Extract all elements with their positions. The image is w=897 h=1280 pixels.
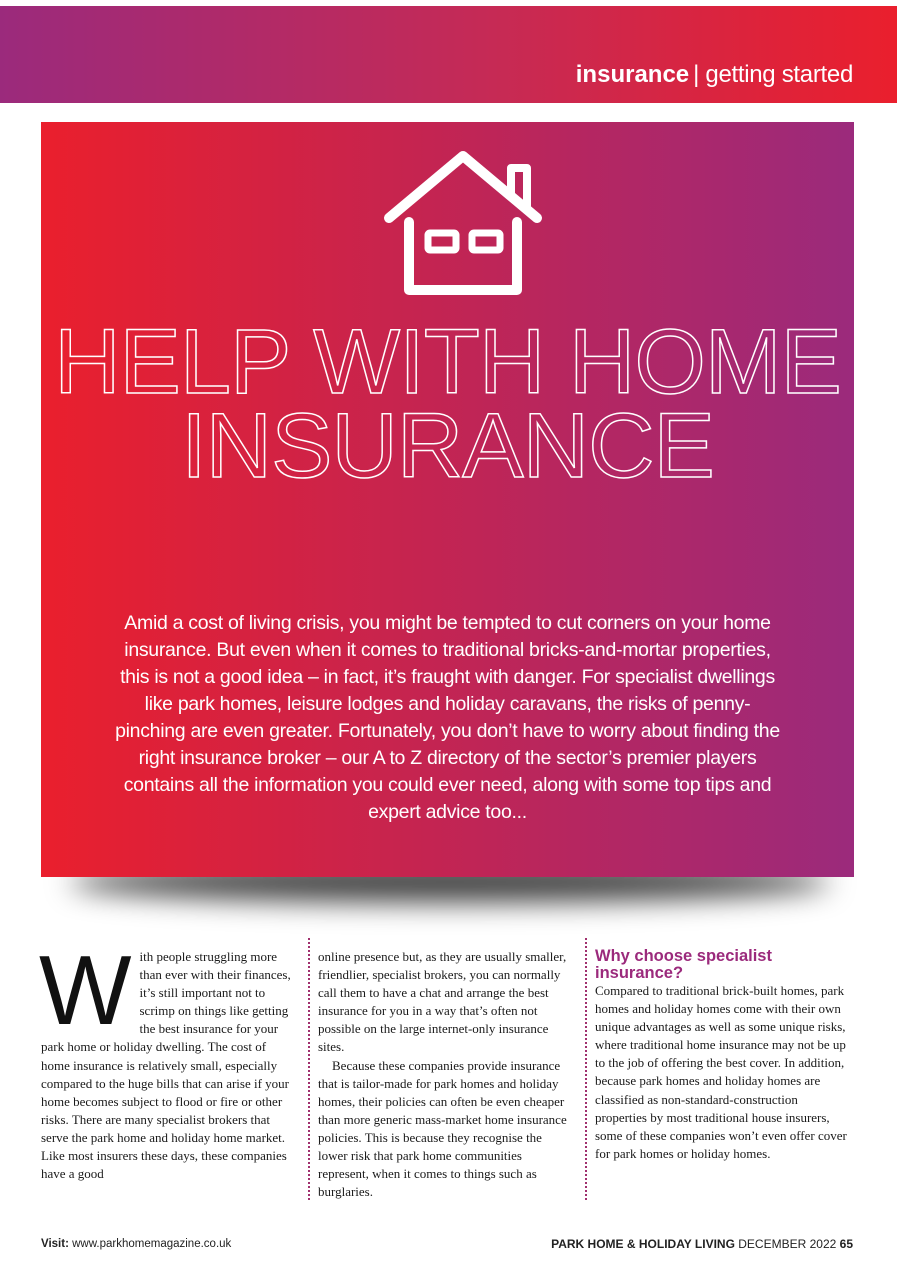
section-heading: Why choose specialist insurance? (595, 947, 772, 982)
article-column-3 (595, 948, 853, 1163)
article-column-1 (39, 935, 297, 1183)
issue-date: DECEMBER 2022 (738, 1237, 837, 1251)
visit-label: Visit: (41, 1238, 69, 1250)
article-paragraph-3: Compared to traditional brick-built homes, park homes and holiday homes come with their own unique advantages as well as some unique risks, where traditional home insurance may not be up to the job of offering the best cover. In addition, because park homes and holiday homes are classified as non-standard-construction properties by most traditional house insurers, some of these companies won’t even offer cover for park homes or holiday homes. (595, 983, 847, 1161)
article-paragraph-2: Because these companies provide insurance that is tailor-made for park homes and holiday homes, their policies can often be even cheaper than more generic mass-market home insurance policies. This is because they recognise the lower risk that park home communities represent, when it comes to things such as burglaries. (318, 1057, 567, 1200)
header-bar (0, 6, 897, 103)
article-paragraph-1-continued: online presence but, as they are usually smaller, friendlier, specialist brokers, you can normally call them to have a chat and arrange the best insurance for you in a way that’s often not possible on the large internet-only insurance sites. (318, 949, 567, 1055)
footer-folio (551, 1237, 853, 1251)
footer-visit (41, 1238, 231, 1250)
column-divider (308, 938, 310, 1200)
section-name: insurance (575, 61, 690, 88)
subsection-name: getting started (705, 61, 853, 88)
hero-panel (41, 122, 854, 877)
magazine-name: PARK HOME & HOLIDAY LIVING (551, 1237, 735, 1251)
page-number: 65 (839, 1237, 853, 1251)
drop-cap: W (39, 935, 132, 1045)
section-tag (576, 60, 853, 90)
website-link[interactable]: www.parkhomemagazine.co.uk (72, 1238, 232, 1250)
house-icon (381, 150, 546, 300)
article-paragraph-1: ith people struggling more than ever with their finances, it’s still important not to scrimp on things like getting the best insurance for your park home or holiday dwelling. The cost of home insurance is relatively small, especially compared to the huge bills that can arise if your home becomes subject to flood or fire or other risks. There are many specialist brokers that serve the park home and holiday home market. Like most insurers these days, these companies have a good (41, 949, 291, 1182)
intro-paragraph: Amid a cost of living crisis, you might be tempted to cut corners on your home insurance. But even when it comes to traditional bricks-and-mortar properties, this is not a good idea – in fact, it’s fraught with danger. For specialist dwellings like park homes, leisure lodges and holiday caravans, the risks of penny-pinching are even greater. Fortunately, you don’t have to worry about finding the right insurance broker – our A to Z directory of the sector’s premier players contains all the information you could ever need, along with some top tips and expert advice too... (115, 612, 780, 823)
section-separator: | (693, 61, 700, 88)
page-title: HELP WITH HOME INSURANCE (54, 311, 841, 497)
article-column-2 (318, 948, 574, 1201)
column-divider (585, 938, 587, 1200)
